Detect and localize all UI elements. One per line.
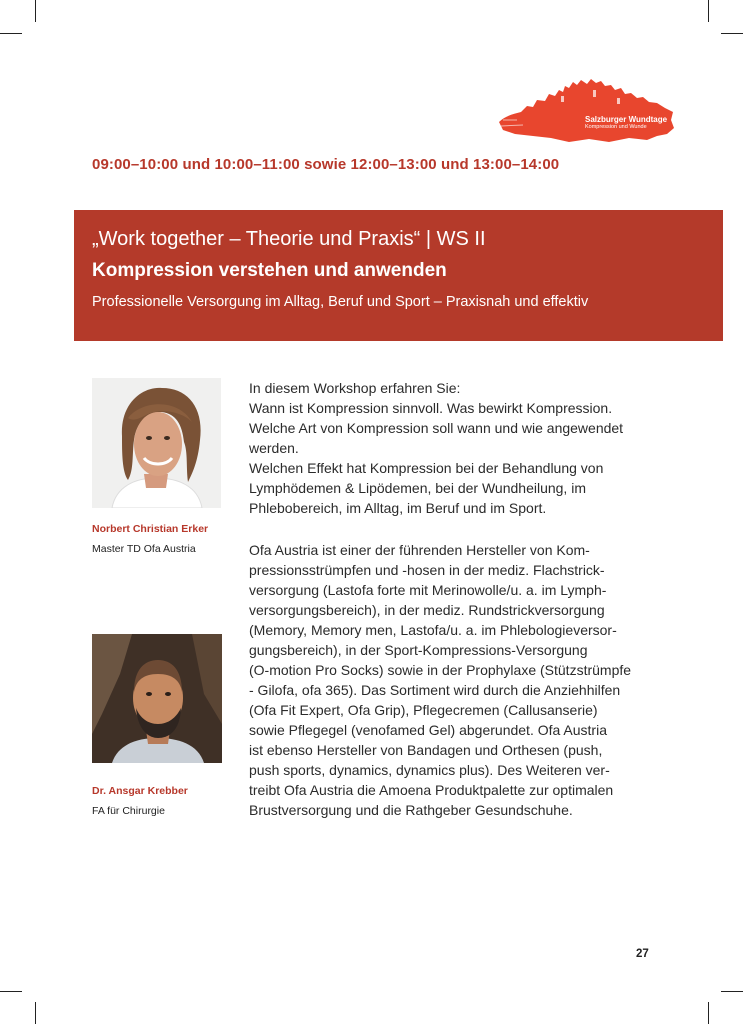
logo-title: Salzburger Wundtage bbox=[585, 115, 668, 124]
company-description-text bbox=[249, 540, 631, 820]
banner-workshop-title: „Work together – Theorie und Praxis“ | WS II bbox=[92, 228, 486, 250]
company-line: gungsbereich), in der Sport-Kompressions-Versorgung bbox=[249, 642, 588, 658]
speaker-role-krebber: FA für Chirurgie bbox=[92, 805, 165, 817]
intro-line: werden. bbox=[249, 440, 299, 456]
speaker-role-erker: Master TD Ofa Austria bbox=[92, 543, 196, 555]
speaker-photo-erker bbox=[92, 378, 221, 508]
company-line: versorgungsbereich), in der mediz. Rundstrickversorgung bbox=[249, 602, 605, 618]
company-line: sowie Pflegegel (venofamed Gel) abgerundet. Ofa Austria bbox=[249, 722, 607, 738]
company-line: Brustversorgung und die Rathgeber Gesundschuhe. bbox=[249, 802, 573, 818]
crop-mark-top-left-h bbox=[0, 33, 22, 34]
speaker-name-erker: Norbert Christian Erker bbox=[92, 523, 209, 535]
company-line: pressionsstrümpfen und -hosen in der mediz. Flachstrick- bbox=[249, 562, 605, 578]
crop-mark-bottom-left-h bbox=[0, 991, 22, 992]
intro-line: Lymphödemen & Lipödemen, bei der Wundheilung, im bbox=[249, 480, 586, 496]
crop-mark-top-left bbox=[35, 0, 36, 22]
workshop-intro-text bbox=[249, 378, 623, 518]
intro-line: Wann ist Kompression sinnvoll. Was bewirkt Kompression. bbox=[249, 400, 613, 416]
company-line: - Gilofa, ofa 365). Das Sortiment wird durch die Anziehhilfen bbox=[249, 682, 621, 698]
company-line: versorgung (Lastofa forte mit Merinowolle/u. a. im Lymph- bbox=[249, 582, 607, 598]
intro-line: In diesem Workshop erfahren Sie: bbox=[249, 380, 461, 396]
speaker-photo-krebber bbox=[92, 634, 222, 763]
company-line: (O-motion Pro Socks) sowie in der Prophylaxe (Stützstrümpfe bbox=[249, 662, 632, 678]
intro-line: Welche Art von Kompression soll wann und wie angewendet bbox=[249, 420, 624, 436]
speaker-name-krebber: Dr. Ansgar Krebber bbox=[92, 785, 188, 797]
crop-mark-bottom-right-h bbox=[721, 991, 743, 992]
crop-mark-top-right bbox=[708, 0, 709, 22]
intro-line: Phlebobereich, im Alltag, im Beruf und im Sport. bbox=[249, 500, 547, 516]
salzburger-wundtage-logo bbox=[497, 76, 675, 144]
company-line: treibt Ofa Austria die Amoena Produktpalette zur optimalen bbox=[249, 782, 614, 798]
logo-subtitle: Kompression und Wunde bbox=[585, 124, 647, 130]
schedule-times: 09:00–10:00 und 10:00–11:00 sowie 12:00–13:00 und 13:00–14:00 bbox=[92, 156, 560, 173]
intro-line: Welchen Effekt hat Kompression bei der Behandlung von bbox=[249, 460, 604, 476]
banner-headline: Kompression verstehen und anwenden bbox=[92, 260, 447, 281]
company-line: push sports, dynamics, dynamics plus). Des Weiteren ver- bbox=[249, 762, 610, 778]
crop-mark-bottom-left bbox=[35, 1002, 36, 1024]
company-line: Ofa Austria ist einer der führenden Hersteller von Kom- bbox=[249, 542, 590, 558]
crop-mark-bottom-right bbox=[708, 1002, 709, 1024]
company-line: (Ofa Fit Expert, Ofa Grip), Pflegecremen (Callusanserie) bbox=[249, 702, 598, 718]
company-line: (Memory, Memory men, Lastofa/u. a. im Phlebologieversor- bbox=[249, 622, 617, 638]
company-line: ist ebenso Hersteller von Bandagen und Orthesen (push, bbox=[249, 742, 603, 758]
page-number: 27 bbox=[636, 948, 649, 960]
crop-mark-top-right-h bbox=[721, 33, 743, 34]
logo-caption bbox=[585, 115, 667, 131]
banner-subtitle: Professionelle Versorgung im Alltag, Beruf und Sport – Praxisnah und effektiv bbox=[92, 294, 589, 310]
workshop-banner bbox=[74, 210, 723, 341]
